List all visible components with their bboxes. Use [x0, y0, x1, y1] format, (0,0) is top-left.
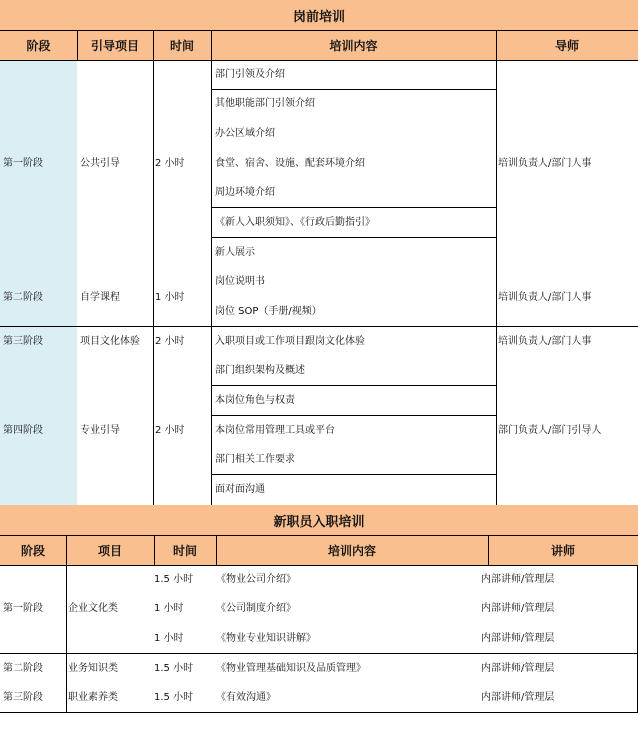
grid-line [211, 237, 496, 238]
grid-line [216, 535, 217, 565]
s2-lecturer: 内部讲师/管理层 [481, 603, 555, 614]
s1-content-item: 本岗位常用管理工具或平台 [215, 425, 335, 436]
s2-time: 1.5 小时 [154, 663, 194, 674]
s2-content: 《有效沟通》 [216, 692, 276, 703]
s2-lecturer: 内部讲师/管理层 [481, 692, 555, 703]
s1-content-item: 岗位 SOP（手册/视频） [215, 306, 322, 317]
s2-time: 1.5 小时 [154, 692, 194, 703]
s1-content-item: 本岗位角色与权责 [215, 395, 295, 406]
s1-content-item: 《新人入职须知》、《行政后勤指引》 [215, 217, 375, 228]
s1-content-item: 部门组织架构及概述 [215, 365, 305, 376]
s2-lecturer: 内部讲师/管理层 [481, 663, 555, 674]
s1-stage-3: 第三阶段 [3, 336, 43, 347]
s1-time-2: 1 小时 [155, 292, 185, 303]
grid-line [153, 30, 154, 505]
s1-time-4: 2 小时 [155, 425, 185, 436]
s2-stage-3: 第三阶段 [3, 692, 43, 703]
s1-stage-2: 第二阶段 [3, 292, 43, 303]
s1-project-1: 公共引导 [80, 158, 120, 169]
s2-content: 《物业专业知识讲解》 [216, 633, 316, 644]
s2-content: 《公司制度介绍》 [216, 603, 296, 614]
header-time: 时间 [172, 543, 197, 558]
grid-line [0, 535, 638, 536]
s1-content-item: 其他职能部门引领介绍 [215, 98, 315, 109]
grid-line [211, 207, 496, 208]
s1-stage-4: 第四阶段 [3, 425, 43, 436]
grid-line [211, 415, 496, 416]
s1-stage-1: 第一阶段 [3, 158, 43, 169]
s1-content-item: 部门相关工作要求 [215, 454, 295, 465]
s1-content-item: 入职项目或工作项目跟岗文化体验 [215, 336, 365, 347]
header-content: 培训内容 [327, 543, 376, 558]
header-project: 引导项目 [90, 38, 139, 53]
header-time: 时间 [169, 38, 194, 53]
grid-line [0, 565, 638, 566]
s1-mentor-4: 部门负责人/部门引导人 [498, 425, 602, 436]
s2-lecturer: 内部讲师/管理层 [481, 574, 555, 585]
grid-line [211, 474, 496, 475]
s1-content-item: 新人展示 [215, 247, 255, 258]
grid-line [211, 385, 496, 386]
grid-line [0, 326, 638, 327]
header-stage: 阶段 [26, 38, 51, 53]
stage-column-bg [0, 60, 77, 505]
header-stage: 阶段 [20, 543, 45, 558]
grid-line [496, 30, 497, 505]
s2-stage-1: 第一阶段 [3, 603, 43, 614]
grid-line [77, 30, 78, 60]
s2-time: 1.5 小时 [154, 574, 194, 585]
s1-mentor-1: 培训负责人/部门人事 [498, 158, 592, 169]
grid-line [488, 535, 489, 565]
section2-title: 新职员入职培训 [0, 505, 638, 535]
grid-line [211, 30, 212, 505]
s1-content-item: 岗位说明书 [215, 276, 265, 287]
s1-project-4: 专业引导 [80, 425, 120, 436]
s1-project-3: 项目文化体验 [80, 336, 140, 347]
header-content: 培训内容 [329, 38, 378, 53]
grid-line [0, 653, 638, 654]
section1-title: 岗前培训 [0, 0, 638, 30]
grid-line [0, 712, 638, 713]
s1-mentor-2: 培训负责人/部门人事 [498, 292, 592, 303]
s2-content: 《物业公司介绍》 [216, 574, 296, 585]
header-mentor: 导师 [554, 38, 579, 53]
s2-time: 1 小时 [154, 603, 184, 614]
grid-line [0, 30, 638, 31]
s2-project-2: 业务知识类 [68, 663, 118, 674]
s2-project-3: 职业素养类 [68, 692, 118, 703]
s1-content-item: 部门引领及介绍 [215, 69, 285, 80]
s2-project-1: 企业文化类 [68, 603, 118, 614]
grid-line [154, 535, 155, 565]
grid-line [0, 60, 638, 61]
s1-time-3: 2 小时 [155, 336, 185, 347]
s2-content: 《物业管理基础知识及品质管理》 [216, 663, 366, 674]
header-lecturer: 讲师 [550, 543, 575, 558]
grid-line [66, 535, 67, 713]
header-project: 项目 [97, 543, 122, 558]
s2-stage-2: 第二阶段 [3, 663, 43, 674]
s2-lecturer: 内部讲师/管理层 [481, 633, 555, 644]
s2-time: 1 小时 [154, 633, 184, 644]
s1-time-1: 2 小时 [155, 158, 185, 169]
s1-project-2: 自学课程 [80, 292, 120, 303]
s1-content-item: 周边环境介绍 [215, 187, 275, 198]
s1-content-item: 食堂、宿舍、设施、配套环境介绍 [215, 158, 365, 169]
s1-content-item: 办公区域介绍 [215, 128, 275, 139]
s1-mentor-3: 培训负责人/部门人事 [498, 336, 592, 347]
grid-line [211, 89, 496, 90]
s1-content-item: 面对面沟通 [215, 484, 265, 495]
